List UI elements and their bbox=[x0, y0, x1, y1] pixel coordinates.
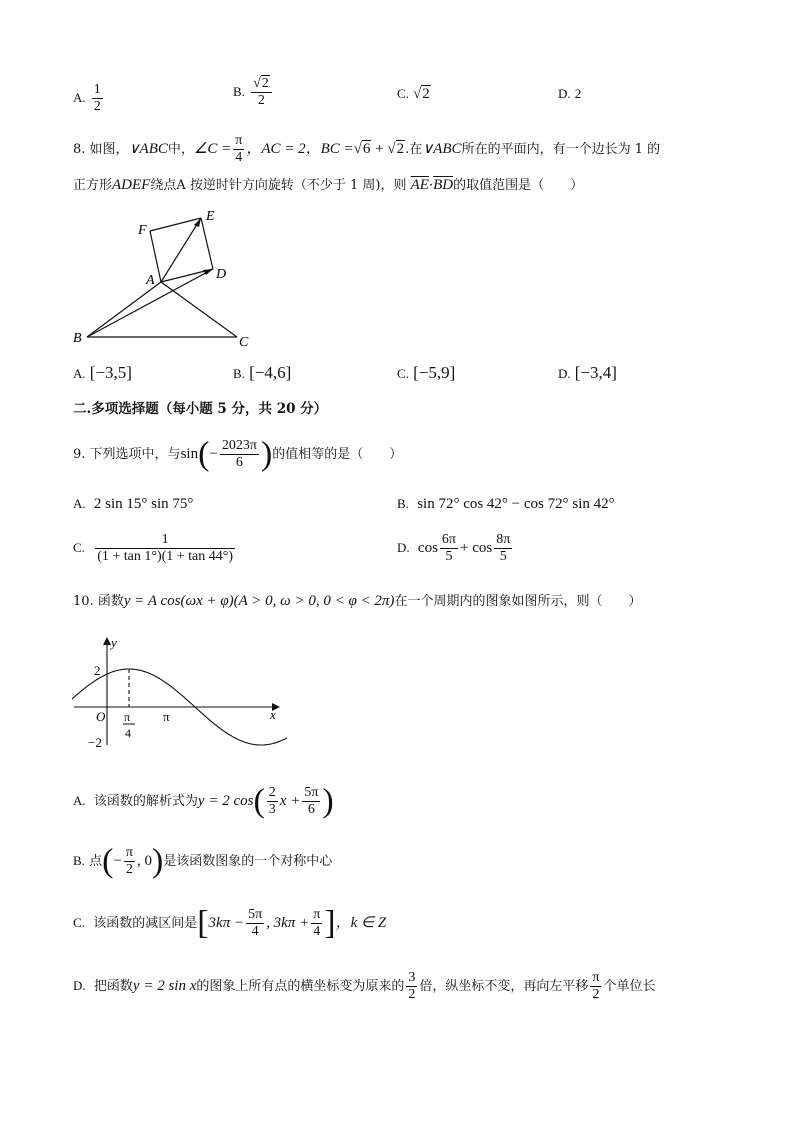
question-number: 9. bbox=[73, 447, 86, 462]
q7-option-a bbox=[73, 82, 105, 115]
q8-option-a: A. [−3,5] bbox=[73, 363, 132, 382]
segment-ba bbox=[87, 282, 161, 337]
label-neg-two: −2 bbox=[88, 735, 102, 750]
vector-ae: $\overline{AE}$ bbox=[410, 177, 429, 193]
label-pi-over-four-den: 4 bbox=[125, 726, 131, 740]
q10-option-a: A. 该函数的解析式为y = 2 cos( $\frac{2}{3}$ x + $\frac{5\pi}{6}$ ) bbox=[73, 782, 334, 820]
option-label: C. bbox=[397, 86, 409, 101]
question-number: 8. bbox=[73, 142, 86, 157]
fraction: $\frac{1}{2}$ bbox=[93, 82, 101, 114]
label-origin: O bbox=[96, 709, 106, 724]
label-e: E bbox=[206, 209, 215, 224]
label-b: B bbox=[73, 331, 82, 346]
label-two: 2 bbox=[94, 663, 101, 678]
q9-option-b: B. sin 72° cos 42° − cos 72° sin 42° bbox=[397, 496, 615, 512]
label-pi: π bbox=[163, 709, 170, 724]
question-number: 10. bbox=[73, 594, 94, 609]
q9-stem: 9. 下列选项中，与sin(− $\frac{2023\pi}{6}$ )的值相等的是（ ） bbox=[73, 435, 403, 473]
option-label: D. bbox=[558, 86, 571, 101]
q10-option-d: D. 把函数y = 2 sin x的图象上所有点的横坐标变为原来的 $\frac{3}{2}$ 倍，纵坐标不变，再向左平移 $\frac{\pi}{2}$ 个单位长 bbox=[73, 970, 656, 1002]
q8-stem-line1: 8. 如图，∨ABC中，∠C = $\frac{\pi}{4}$ ，AC = 2，BC =√6 + √2.在∨ABC所在的平面内，有一个边长为 1 的 bbox=[73, 133, 661, 165]
q9-option-a: A. 2 sin 15° sin 75° bbox=[73, 496, 194, 512]
segment-ef bbox=[150, 218, 201, 231]
q7-option-b bbox=[233, 76, 274, 109]
section-heading: 二.多项选择题（每小题 5 分，共 20 分） bbox=[73, 401, 328, 417]
vector-ae-arrow bbox=[161, 218, 201, 282]
q8-option-c: C. [−5,9] bbox=[397, 363, 456, 382]
label-x: x bbox=[270, 707, 276, 722]
fraction: $\frac{√2}{2}$ bbox=[251, 76, 272, 109]
segment-de bbox=[201, 218, 213, 269]
q9-option-d: D. cos $\frac{6\pi}{5}$ + cos $\frac{8\pi}{5}$ bbox=[397, 532, 511, 564]
q10-graph bbox=[72, 635, 287, 755]
q8-stem-line2: 正方形ADEF绕点A 按逆时针方向旋转（不少于 1 周)，则 $\overline{AE}\cdot\overline{BD}$的取值范围是（ ） bbox=[73, 177, 584, 193]
q8-option-b: B. [−4,6] bbox=[233, 363, 292, 382]
label-f: F bbox=[138, 223, 147, 238]
q10-option-b: B. 点(− $\frac{\pi}{2}$ , 0)是该函数图象的一个对称中心 bbox=[73, 842, 333, 880]
label-pi-over-four-num: π bbox=[124, 710, 131, 724]
label-y: y bbox=[111, 635, 117, 650]
q8-figure bbox=[70, 205, 260, 350]
q8-option-d: D. [−3,4] bbox=[558, 363, 617, 382]
q10-stem: 10. 函数y = A cos(ωx + φ)(A > 0, ω > 0, 0 < φ < 2π)在一个周期内的图象如图所示，则（ ） bbox=[73, 593, 642, 609]
q7-option-d: D. 2 bbox=[558, 86, 582, 101]
q7-option-c: C. √2 bbox=[397, 86, 430, 102]
option-label: A. bbox=[73, 90, 86, 105]
label-d: D bbox=[216, 267, 227, 282]
q10-option-c: C. 该函数的减区间是[3kπ − $\frac{5\pi}{4}$ , 3kπ + $\frac{\pi}{4}$ ]，k ∈ Z bbox=[73, 904, 387, 942]
label-c: C bbox=[239, 335, 249, 350]
vector-bd: $\overline{BD}$ bbox=[433, 177, 454, 193]
y-arrow bbox=[103, 637, 111, 645]
option-label: B. bbox=[233, 84, 245, 99]
q9-option-c: C. $\frac{1}{(1 + \tan 1^\circ)(1 + \tan 44^\circ)}$ bbox=[73, 532, 234, 564]
label-a: A bbox=[146, 273, 155, 288]
